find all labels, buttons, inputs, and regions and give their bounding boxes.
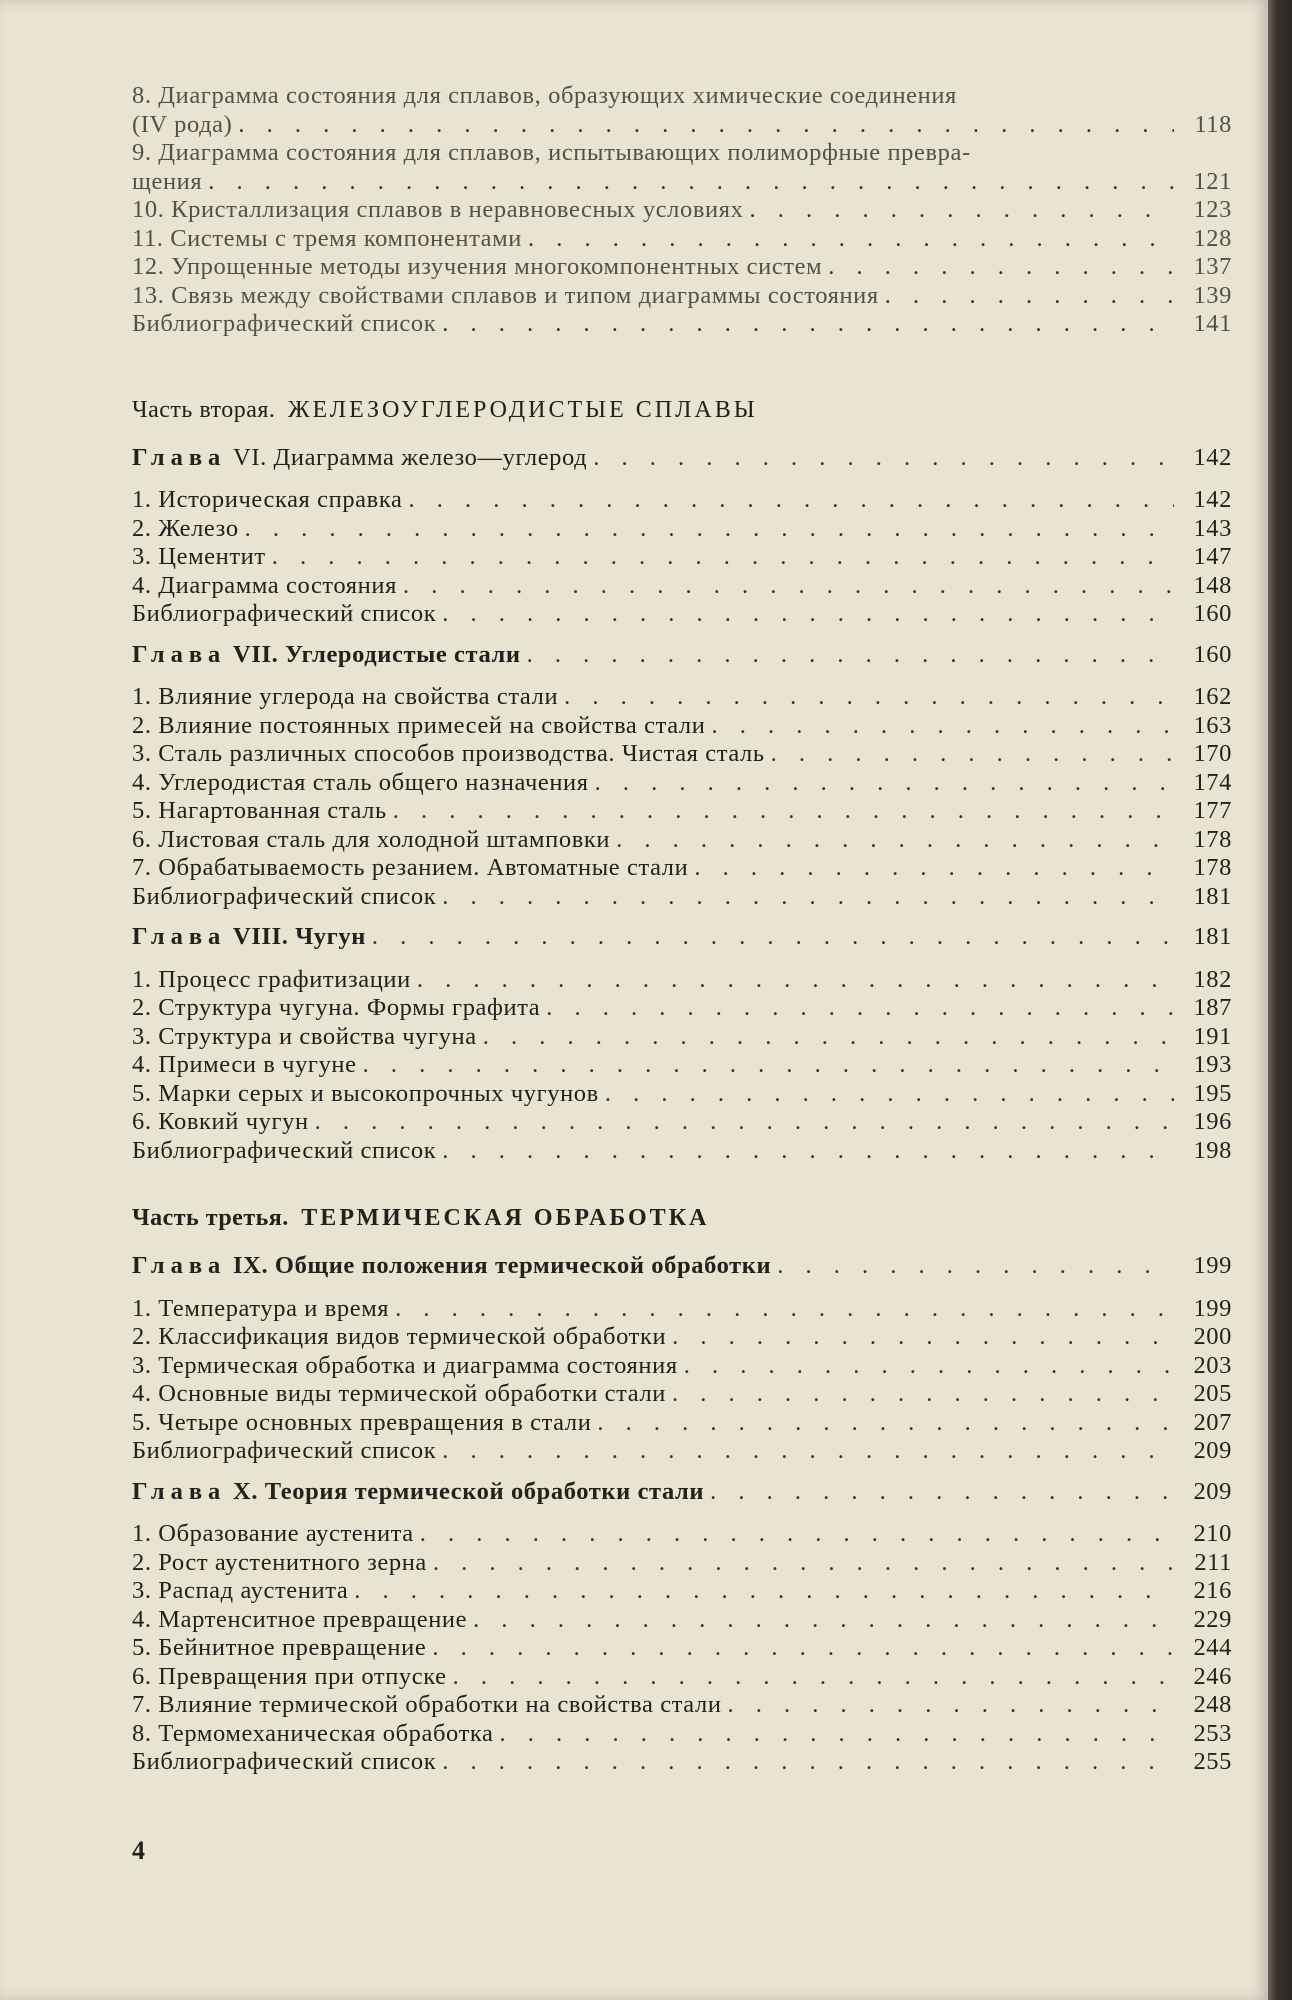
leader-dots: [672, 1380, 1174, 1409]
toc-entry-page: 143: [1193, 514, 1232, 542]
toc-entry-title: 10. Кристаллизация сплавов в неравновесных условиях: [132, 196, 744, 223]
toc-entry-title: 4. Диаграмма состояния: [132, 571, 397, 599]
toc-entry: [132, 1520, 1232, 1549]
leader-dots: [499, 1720, 1174, 1749]
toc-entry-title: 11. Системы с тремя компонентами: [132, 224, 522, 252]
leader-dots: [442, 310, 1174, 339]
toc-entry-page: 139: [1193, 281, 1232, 309]
part-label: Часть вторая.: [132, 396, 276, 423]
chapter-heading: [132, 923, 1232, 952]
toc-entry: [132, 994, 1232, 1023]
toc-entry-title: 2. Классификация видов термической обработки: [132, 1323, 667, 1350]
leader-dots: [453, 1663, 1174, 1692]
toc-entry-page: 196: [1193, 1108, 1232, 1135]
toc-entry-page: 200: [1193, 1323, 1232, 1350]
chapter-prefix: Глава: [132, 443, 227, 471]
toc-entry: [132, 1108, 1232, 1137]
leader-dots: [245, 515, 1174, 544]
leader-dots: [771, 740, 1174, 769]
toc-entry: [132, 1720, 1232, 1749]
toc-entry-page: 147: [1193, 543, 1232, 570]
leader-dots: [442, 1748, 1174, 1777]
toc-entry-page: 187: [1193, 994, 1232, 1021]
toc-entry-page: 210: [1193, 1520, 1232, 1547]
toc-entry-title: Библиографический список: [132, 882, 437, 910]
chapter-prefix: Глава: [132, 1477, 227, 1505]
toc-entry-title: 7. Влияние термической обработки на свойства стали: [132, 1691, 722, 1718]
chapter-prefix: Глава: [132, 1252, 227, 1279]
toc-entry: [132, 1748, 1232, 1777]
leader-dots: [408, 486, 1174, 515]
leader-dots: [272, 543, 1174, 572]
toc-entry-title: 4. Углеродистая сталь общего назначения: [132, 768, 589, 796]
chapter-name: VIII. Чугун: [233, 923, 366, 950]
leader-dots: [363, 1051, 1174, 1080]
chapter-heading: [132, 641, 1232, 670]
toc-entry-page: 211: [1194, 1548, 1232, 1576]
chapter-heading: [132, 1252, 1232, 1281]
leader-dots: [420, 1520, 1174, 1549]
toc-entry-page: 170: [1193, 740, 1232, 767]
toc-entry-title: 4. Примеси в чугуне: [132, 1051, 357, 1078]
part1-tail-section: [132, 82, 1232, 339]
leader-dots: [238, 111, 1174, 140]
toc-entry-page: 203: [1193, 1351, 1232, 1379]
toc-entry-page: 198: [1193, 1136, 1232, 1164]
toc-entry: [132, 225, 1232, 254]
chapter-prefix: Глава: [132, 640, 227, 668]
leader-dots: [546, 994, 1174, 1023]
toc-entry: [132, 543, 1232, 572]
toc-entry-title: 3. Структура и свойства чугуна: [132, 1022, 477, 1050]
chapter-name: IX. Общие положения термической обработки: [233, 1252, 772, 1279]
toc-entry: [132, 282, 1232, 311]
leader-dots: [483, 1023, 1174, 1052]
leader-dots: [564, 683, 1174, 712]
toc-entry-page: 193: [1193, 1051, 1232, 1078]
toc-entry-title: 1. Образование аустенита: [132, 1520, 414, 1547]
toc-entry-title: 12. Упрощенные методы изучения многокомпонентных систем: [132, 253, 823, 280]
leader-dots: [442, 1437, 1174, 1466]
toc-entry-page: 142: [1193, 486, 1232, 513]
toc-entry-page: 248: [1193, 1691, 1232, 1718]
toc-entry: [132, 740, 1232, 769]
leader-dots: [595, 769, 1174, 798]
part-heading: [132, 1205, 1232, 1232]
leader-dots: [473, 1606, 1174, 1635]
toc-entry-page: 229: [1193, 1605, 1232, 1633]
toc-entry-page: 195: [1193, 1079, 1232, 1107]
chapter-heading: [132, 444, 1232, 473]
toc-entry-title: Библиографический список: [132, 600, 437, 627]
toc-entry-page: 244: [1193, 1634, 1232, 1661]
table-of-contents: [132, 82, 1232, 1777]
toc-entry-title: 2. Железо: [132, 514, 239, 542]
chapter-page: 181: [1193, 923, 1232, 950]
leader-dots: [605, 1080, 1174, 1109]
toc-entry-title: 7. Обрабатываемость резанием. Автоматные стали: [132, 854, 689, 881]
leader-dots: [728, 1691, 1174, 1720]
chapter-title: [132, 1252, 771, 1281]
toc-entry-title: 3. Распад аустенита: [132, 1577, 349, 1604]
leader-dots: [395, 1295, 1174, 1324]
leader-dots: [828, 253, 1174, 282]
toc-entry-page: 182: [1193, 965, 1232, 993]
part-title: ТЕРМИЧЕСКАЯ ОБРАБОТКА: [301, 1205, 710, 1231]
toc-entry-page: 205: [1193, 1380, 1232, 1407]
chapter-title: [132, 1478, 704, 1507]
toc-entry-page: 163: [1193, 711, 1232, 739]
toc-entry: [132, 1577, 1232, 1606]
toc-entry-page: 137: [1193, 253, 1232, 280]
leader-dots: [694, 854, 1174, 883]
toc-entry: [132, 1352, 1232, 1381]
toc-entry-title: 3. Цементит: [132, 543, 266, 570]
leader-dots: [208, 168, 1174, 197]
chapter-title: [132, 444, 587, 473]
toc-entry-page: 160: [1193, 600, 1232, 627]
toc-entry-title: 4. Основные виды термической обработки стали: [132, 1380, 666, 1407]
toc-entry-page: 191: [1193, 1022, 1232, 1050]
leader-dots: [315, 1108, 1174, 1137]
toc-entry-page: 253: [1193, 1719, 1232, 1747]
toc-entry-title: Библиографический список: [132, 1748, 437, 1775]
leader-dots: [442, 600, 1174, 629]
toc-entry: [132, 883, 1232, 912]
toc-entry: [132, 1634, 1232, 1663]
toc-entry-title: Библиографический список: [132, 310, 437, 337]
toc-entry-page: 177: [1193, 797, 1232, 824]
toc-entry-title: 2. Рост аустенитного зерна: [132, 1548, 427, 1576]
toc-entry-title: 2. Структура чугуна. Формы графита: [132, 994, 541, 1021]
toc-entry-page: 255: [1193, 1748, 1232, 1775]
chapter-page: 209: [1193, 1477, 1232, 1505]
chapter-prefix: Глава: [132, 923, 227, 950]
toc-entry: [132, 797, 1232, 826]
toc-entry: [132, 1323, 1232, 1352]
toc-entry-page: 216: [1193, 1577, 1232, 1604]
toc-entry: [132, 111, 1232, 140]
toc-entry: [132, 1691, 1232, 1720]
toc-entry-title: 6. Ковкий чугун: [132, 1108, 309, 1135]
toc-entry-title: Библиографический список: [132, 1437, 437, 1464]
leader-dots: [597, 1409, 1174, 1438]
leader-dots: [885, 282, 1174, 311]
leader-dots: [417, 966, 1174, 995]
leader-dots: [672, 1323, 1174, 1352]
leader-dots: [442, 1137, 1174, 1166]
toc-entry-title: 1. Влияние углерода на свойства стали: [132, 683, 559, 710]
toc-entry: [132, 1023, 1232, 1052]
leader-dots: [711, 712, 1174, 741]
leader-dots: [616, 826, 1174, 855]
leader-dots: [393, 797, 1174, 826]
leader-dots: [749, 196, 1174, 225]
chapter-heading: [132, 1478, 1232, 1507]
toc-entry-page: 178: [1193, 854, 1232, 881]
chapter-name: VII. Углеродистые стали: [233, 640, 521, 668]
toc-entry-title: 8. Термомеханическая обработка: [132, 1719, 494, 1747]
toc-entry-title: 6. Листовая сталь для холодной штамповки: [132, 825, 611, 853]
leader-dots: [372, 923, 1174, 952]
part-label: Часть третья.: [132, 1205, 289, 1231]
chapter-name: X. Теория термической обработки стали: [233, 1477, 705, 1505]
toc-entry-page: 141: [1193, 310, 1232, 337]
toc-entry-page: 207: [1193, 1408, 1232, 1436]
leader-dots: [354, 1577, 1174, 1606]
toc-entry: [132, 196, 1232, 225]
toc-entry-title: 1. Процесс графитизации: [132, 965, 411, 993]
toc-entry-title: щения: [132, 167, 203, 195]
leader-dots: [710, 1478, 1174, 1507]
toc-entry-page: 178: [1193, 825, 1232, 853]
chapter-page: 199: [1193, 1252, 1232, 1279]
toc-entry: [132, 1606, 1232, 1635]
toc-entry-page: 148: [1193, 571, 1232, 599]
chapter-title: [132, 923, 366, 952]
toc-entry: [132, 600, 1232, 629]
toc-entry: [132, 310, 1232, 339]
page-number: 4: [132, 1836, 145, 1865]
toc-entry-page: 181: [1193, 882, 1232, 910]
toc-entry: [132, 769, 1232, 798]
leader-dots: [527, 641, 1174, 670]
leader-dots: [432, 1634, 1174, 1663]
book-edge: [1268, 0, 1292, 2000]
toc-entry: [132, 1137, 1232, 1166]
toc-entry: [132, 486, 1232, 515]
toc-entry: [132, 683, 1232, 712]
toc-entry-page: 121: [1193, 167, 1232, 195]
toc-entry-title: 5. Нагартованная сталь: [132, 797, 387, 824]
chapter-title: [132, 641, 521, 670]
toc-entry: [132, 1295, 1232, 1324]
toc-entry-page: 162: [1193, 683, 1232, 710]
chapter-page: 160: [1193, 640, 1232, 668]
leader-dots: [593, 444, 1174, 473]
toc-entry-title: 6. Превращения при отпуске: [132, 1662, 447, 1690]
toc-entry-page: 128: [1193, 224, 1232, 252]
leader-dots: [777, 1252, 1174, 1281]
toc-entry-title: 5. Четыре основных превращения в стали: [132, 1408, 592, 1436]
toc-entry-title: 1. Температура и время: [132, 1294, 390, 1322]
toc-entry-line: 8. Диаграмма состояния для сплавов, образующих химические соединения: [132, 82, 957, 109]
toc-entry-title: 1. Историческая справка: [132, 486, 403, 513]
toc-entry-title: 13. Связь между свойствами сплавов и типом диаграммы состояния: [132, 281, 879, 309]
toc-entry-page: 246: [1193, 1662, 1232, 1690]
toc-entry: [132, 253, 1232, 282]
chapter-page: 142: [1193, 443, 1232, 471]
toc-entry: [132, 1437, 1232, 1466]
toc-entry: [132, 1409, 1232, 1438]
toc-entry: [132, 515, 1232, 544]
toc-entry-title: 5. Бейнитное превращение: [132, 1634, 427, 1661]
toc-entry: [132, 1080, 1232, 1109]
toc-entry: [132, 854, 1232, 883]
part-heading: [132, 397, 1232, 424]
toc-entry-page: 174: [1193, 768, 1232, 796]
toc-entry: [132, 826, 1232, 855]
toc-entry: [132, 572, 1232, 601]
leader-dots: [433, 1549, 1174, 1578]
toc-entry: [132, 1663, 1232, 1692]
toc-entry-title: 2. Влияние постоянных примесей на свойства стали: [132, 711, 706, 739]
leader-dots: [528, 225, 1174, 254]
toc-entry-title: 5. Марки серых и высокопрочных чугунов: [132, 1079, 599, 1107]
toc-entry-page: 199: [1193, 1294, 1232, 1322]
toc-entry: [132, 712, 1232, 741]
toc-entry-page: 123: [1193, 196, 1232, 223]
toc-entry: [132, 1051, 1232, 1080]
leader-dots: [684, 1352, 1174, 1381]
toc-entry: [132, 168, 1232, 197]
chapter-name: VI. Диаграмма железо—углерод: [233, 443, 588, 471]
part-title: ЖЕЛЕЗОУГЛЕРОДИСТЫЕ СПЛАВЫ: [287, 396, 758, 423]
leader-dots: [442, 883, 1174, 912]
toc-entry-title: (IV рода): [132, 110, 233, 138]
toc-entry: [132, 1380, 1232, 1409]
toc-entry-title: 3. Сталь различных способов производства. Чистая сталь: [132, 740, 765, 767]
leader-dots: [403, 572, 1174, 601]
toc-entry-title: Библиографический список: [132, 1136, 437, 1164]
toc-entry-title: 3. Термическая обработка и диаграмма состояния: [132, 1351, 678, 1379]
toc-entry: [132, 966, 1232, 995]
toc-entry-line: 9. Диаграмма состояния для сплавов, испытывающих полиморфные превра-: [132, 139, 971, 166]
toc-entry-page: 209: [1193, 1437, 1232, 1464]
toc-entry: [132, 1549, 1232, 1578]
toc-entry-page: 118: [1194, 110, 1232, 138]
toc-entry-title: 4. Мартенситное превращение: [132, 1605, 468, 1633]
